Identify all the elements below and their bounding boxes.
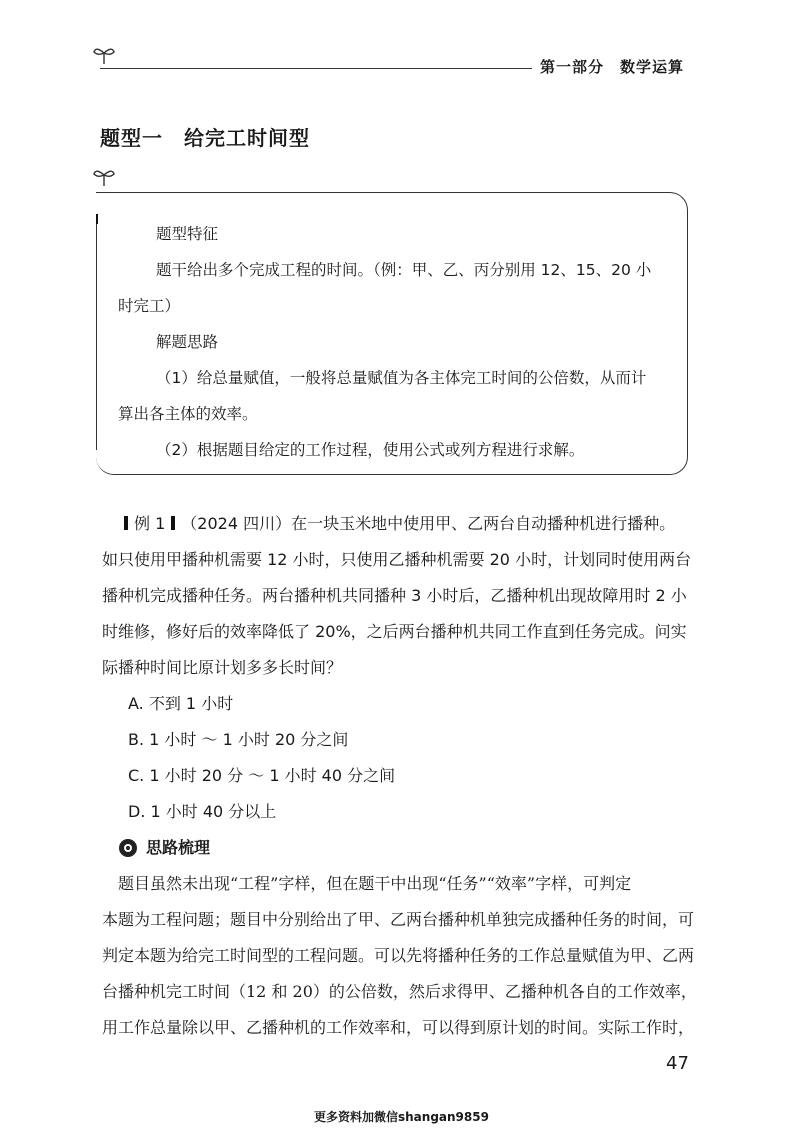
example-marker-right <box>171 516 175 530</box>
footer-note: 更多资料加微信shangan9859 <box>314 1110 489 1124</box>
header-rule <box>100 68 532 69</box>
analysis-text: 用工作总量除以甲、乙播种机的工作效率和，可以得到原计划的时间。实际工作时， <box>102 1018 695 1037</box>
example-text: 如只使用甲播种机需要 12 小时，只使用乙播种机需要 20 小时，计划同时使用两台 <box>102 550 692 569</box>
example-intro <box>118 506 698 542</box>
example-text: 时维修，修好后的效率降低了 20%，之后两台播种机共同工作直到任务完成。问实 <box>102 622 687 641</box>
example-section <box>102 506 698 1046</box>
method-heading: 解题思路 <box>156 333 219 351</box>
example-text: 际播种时间比原计划多多长时间？ <box>102 658 343 677</box>
gear-icon <box>118 838 138 858</box>
analysis-text: 本题为工程问题；题目中分别给出了甲、乙两台播种机单独完成播种任务的时间，可 <box>102 910 695 929</box>
analysis-text: 判定本题为给完工时间型的工程问题。可以先将播种任务的工作总量赋值为甲、乙两 <box>102 946 695 965</box>
example-label: 例 1 <box>134 514 166 533</box>
analysis-text: 题目虽然未出现“工程”字样，但在题干中出现“任务”“效率”字样，可判定 <box>118 874 632 893</box>
feature-heading: 题型特征 <box>156 225 219 243</box>
feature-box-left-border <box>96 218 97 450</box>
feature-box-content <box>118 216 668 468</box>
page-number: 47 <box>666 1053 689 1074</box>
sprout-icon <box>92 166 116 188</box>
option-d: D. 1 小时 40 分以上 <box>128 802 277 821</box>
example-marker-left <box>124 516 128 530</box>
option-a: A. 不到 1 小时 <box>128 694 234 713</box>
header-section-title: 第一部分 数学运算 <box>540 58 685 76</box>
analysis-text: 台播种机完工时间（12 和 20）的公倍数，然后求得甲、乙播种机各自的工作效率， <box>102 982 697 1001</box>
analysis-heading <box>118 830 698 866</box>
sprout-icon <box>92 44 116 66</box>
feature-box-marker <box>96 214 98 224</box>
method-step-1-cont: 算出各主体的效率。 <box>118 405 258 423</box>
option-c: C. 1 小时 20 分 ～ 1 小时 40 分之间 <box>128 766 396 785</box>
analysis-heading-text: 思路梳理 <box>146 838 211 857</box>
example-text: 播种机完成播种任务。两台播种机共同播种 3 小时后，乙播种机出现故障用时 2 小 <box>102 586 687 605</box>
example-text: （2024 四川）在一块玉米地中使用甲、乙两台自动播种机进行播种。 <box>181 514 676 533</box>
option-b: B. 1 小时 ～ 1 小时 20 分之间 <box>128 730 349 749</box>
feature-text: 题干给出多个完成工程的时间。（例：甲、乙、丙分别用 12、15、20 小 <box>156 261 652 279</box>
method-step-1: （1）给总量赋值，一般将总量赋值为各主体完工时间的公倍数，从而计 <box>156 369 647 387</box>
feature-text-cont: 时完工） <box>118 297 181 315</box>
method-step-2: （2）根据题目给定的工作过程，使用公式或列方程进行求解。 <box>156 441 585 459</box>
section-title: 题型一 给完工时间型 <box>100 126 310 150</box>
